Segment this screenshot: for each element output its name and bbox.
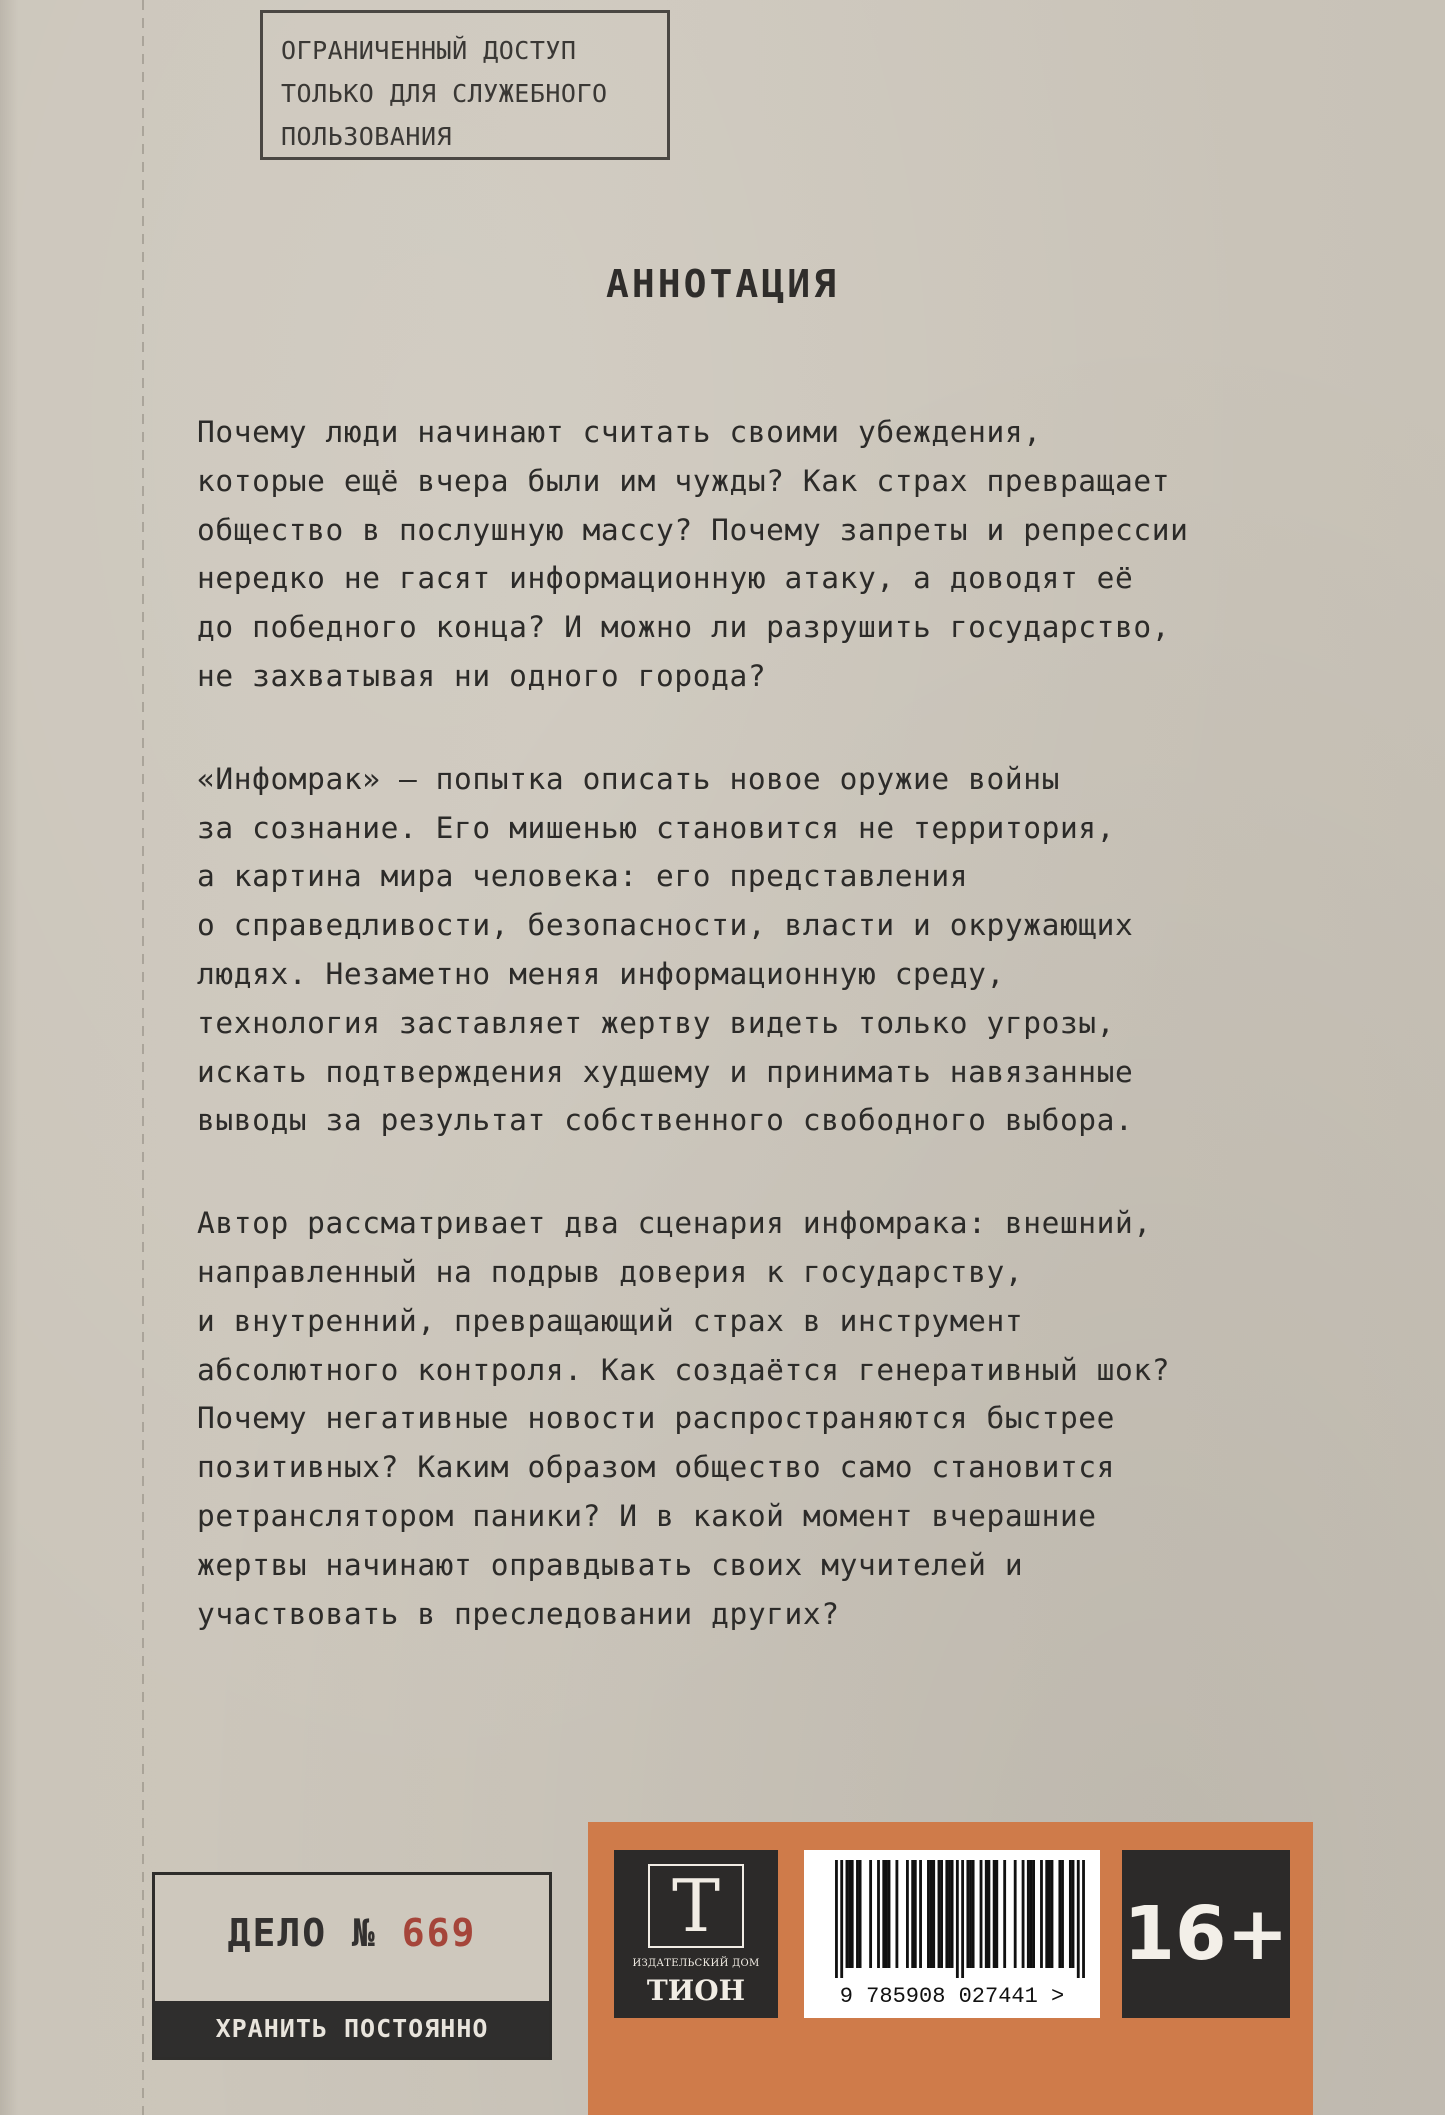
barcode-bar <box>940 1860 943 1968</box>
barcode-bar <box>1045 1860 1048 1968</box>
publisher-name: ТИОН <box>646 1974 746 2007</box>
publisher-logo <box>614 1850 778 2018</box>
text-line: жертвы начинают оправдывать своих мучителей и <box>197 1547 1024 1582</box>
barcode-bar <box>885 1860 888 1968</box>
barcode-bar <box>859 1860 862 1968</box>
barcode-bar <box>882 1860 885 1968</box>
barcode-bar <box>869 1860 872 1968</box>
barcode-bar <box>1077 1860 1080 1978</box>
annotation-paragraph-2 <box>197 755 1307 1145</box>
isbn-digits: 9 785908 027441 > <box>839 1984 1065 2009</box>
text-line: которые ещё вчера были им чужды? Как страх превращает <box>197 463 1171 498</box>
barcode-bar <box>835 1860 838 1978</box>
case-number: 669 <box>401 1911 477 1955</box>
barcode-bar <box>877 1860 880 1968</box>
barcode-bar <box>938 1860 941 1968</box>
text-line: и внутренний, превращающий страх в инструмент <box>197 1303 1024 1338</box>
barcode-bar <box>1027 1860 1030 1968</box>
text-line: ретранслятором паники? И в какой момент вчерашние <box>197 1498 1097 1533</box>
age-rating-badge: 16+ <box>1122 1850 1290 2018</box>
barcode-bar <box>930 1860 933 1968</box>
barcode-bar <box>993 1860 996 1968</box>
text-line: людях. Незаметно меняя информационную среду, <box>197 956 1005 991</box>
info-panel <box>588 1822 1313 2115</box>
text-line: за сознание. Его мишенью становится не территория, <box>197 810 1116 845</box>
barcode-bar <box>1051 1860 1054 1968</box>
text-line: направленный на подрыв доверия к государству, <box>197 1254 1024 1289</box>
text-line: до победного конца? И можно ли разрушить государство, <box>197 610 1171 645</box>
text-line: Автор рассматривает два сценария инфомрака: внешний, <box>197 1206 1152 1241</box>
barcode-bar <box>911 1860 914 1968</box>
text-line: технология заставляет жертву видеть только угрозы, <box>197 1005 1116 1040</box>
barcode-bar <box>956 1860 959 1978</box>
publisher-letter: Т <box>648 1864 744 1948</box>
text-line: о справедливости, безопасности, власти и окружающих <box>197 908 1134 943</box>
barcode-bar <box>851 1860 854 1968</box>
barcode-bar <box>856 1860 859 1968</box>
text-line: Почему люди начинают считать своими убеждения, <box>197 415 1042 449</box>
isbn-barcode <box>804 1850 1100 2018</box>
barcode-bar <box>966 1860 969 1968</box>
barcode-bar <box>1040 1860 1043 1968</box>
annotation-paragraph-3 <box>197 1199 1307 1638</box>
barcode-bar <box>945 1860 948 1968</box>
annotation-paragraph-1 <box>197 408 1307 701</box>
text-line: участвовать в преследовании других? <box>197 1596 840 1631</box>
annotation-heading: АННОТАЦИЯ <box>606 262 839 306</box>
barcode-bar <box>1003 1860 1006 1968</box>
text-line: искать подтверждения худшему и принимать навязанные <box>197 1054 1134 1089</box>
case-label: ДЕЛО № <box>227 1911 377 1955</box>
barcode-bar <box>1022 1860 1025 1968</box>
text-line: не захватывая ни одного города? <box>197 658 767 693</box>
barcode-bar <box>980 1860 983 1968</box>
barcode-bar <box>969 1860 972 1968</box>
barcode-bar <box>1061 1860 1064 1968</box>
barcode-bar <box>948 1860 951 1968</box>
barcode-bar <box>995 1860 998 1968</box>
barcode-bar <box>846 1860 849 1968</box>
text-line: выводы за результат собственного свободного выбора. <box>197 1103 1134 1138</box>
barcode-bar <box>1032 1860 1035 1968</box>
text-line: Почему негативные новости распространяются быстрее <box>197 1401 1116 1436</box>
barcode-bar <box>961 1860 964 1978</box>
case-file-label <box>152 1872 552 2060</box>
barcode-bar <box>927 1860 930 1968</box>
barcode-bar <box>1058 1860 1061 1968</box>
barcode-bar <box>1014 1860 1017 1968</box>
barcode-bar <box>914 1860 917 1968</box>
text-line: «Инфомрак» – попытка описать новое оружие войны <box>197 761 1060 796</box>
publisher-subtitle: ИЗДАТЕЛЬСКИЙ ДОМ <box>632 1958 760 1969</box>
stamp-line: ОГРАНИЧЕННЫЙ ДОСТУП <box>281 36 577 65</box>
stamp-line: ПОЛЬЗОВАНИЯ <box>281 122 453 151</box>
barcode-bar <box>1069 1860 1072 1968</box>
barcode-bar <box>985 1860 988 1968</box>
barcode-bar <box>972 1860 975 1968</box>
barcode-bar <box>848 1860 851 1968</box>
text-line: позитивных? Каким образом общество само становится <box>197 1450 1116 1485</box>
barcode-bar <box>1030 1860 1033 1968</box>
barcode-bar <box>895 1860 898 1968</box>
barcode-bar <box>906 1860 909 1968</box>
barcode-bar <box>840 1860 843 1978</box>
case-title <box>155 1911 549 1955</box>
barcode-bar <box>932 1860 935 1968</box>
text-line: общество в послушную массу? Почему запреты и репрессии <box>197 512 1189 547</box>
barcode-bar <box>1048 1860 1051 1968</box>
restricted-access-stamp <box>260 10 670 160</box>
spine-fold-line <box>142 0 144 2115</box>
text-line: нередко не гасят информационную атаку, а доводят её <box>197 561 1134 596</box>
keep-permanently-bar: ХРАНИТЬ ПОСТОЯННО <box>155 2001 549 2057</box>
stamp-line: ТОЛЬКО ДЛЯ СЛУЖЕБНОГО <box>281 79 608 108</box>
barcode-bars <box>814 1860 1090 1978</box>
text-line: абсолютного контроля. Как создаётся генеративный шок? <box>197 1352 1171 1387</box>
barcode-bar <box>888 1860 891 1968</box>
barcode-bar <box>919 1860 922 1968</box>
text-line: а картина мира человека: его представления <box>197 859 969 894</box>
barcode-bar <box>1082 1860 1085 1978</box>
barcode-bar <box>987 1860 990 1968</box>
barcode-bar <box>1072 1860 1075 1968</box>
annotation-body <box>197 408 1307 1692</box>
barcode-bar <box>951 1860 954 1968</box>
